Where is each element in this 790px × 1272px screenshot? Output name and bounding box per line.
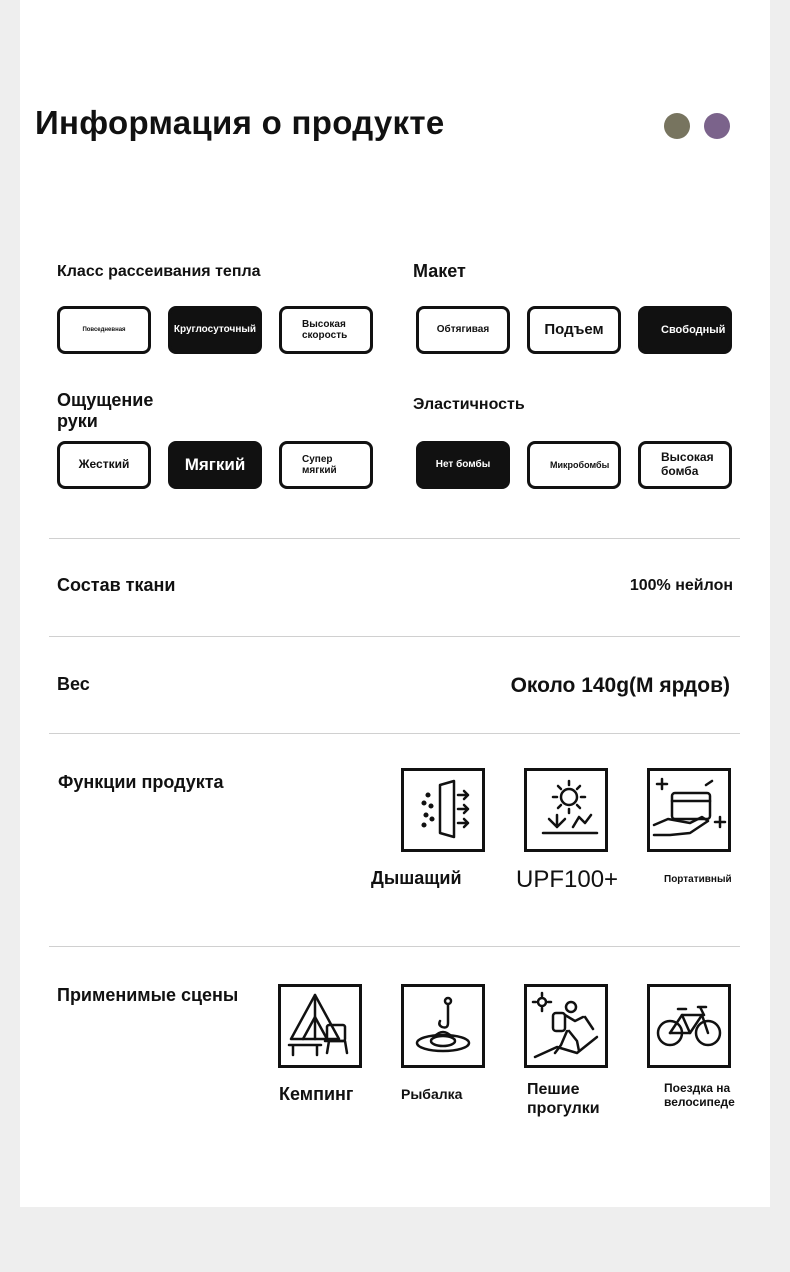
sun-upf-icon: [524, 768, 608, 852]
divider: [49, 636, 740, 637]
fishing-icon: [401, 984, 485, 1068]
layout-label: Макет: [413, 261, 466, 281]
heat-option-high-speed[interactable]: Высокая скорость: [279, 306, 373, 354]
weight-value: Около 140g(M ярдов): [510, 674, 730, 697]
bicycle-icon: [647, 984, 731, 1068]
page-title: Информация о продукте: [35, 104, 445, 141]
portable-icon: [647, 768, 731, 852]
hiking-icon: [524, 984, 608, 1068]
hand-option-super-soft[interactable]: Супер мягкий: [279, 441, 373, 489]
elasticity-option-micro[interactable]: Микробомбы: [527, 441, 621, 489]
divider: [49, 733, 740, 734]
heat-option-daily[interactable]: Повседневная: [57, 306, 151, 354]
scene-caption-hiking: Пешие прогулки: [527, 1081, 600, 1118]
fabric-value: 100% нейлон: [629, 577, 733, 594]
hand-option-soft[interactable]: Мягкий: [168, 441, 262, 489]
scene-caption-cycling: Поездка на велосипеде: [664, 1081, 735, 1110]
elasticity-label: Эластичность: [413, 396, 525, 413]
divider: [49, 946, 740, 947]
function-caption-breathable: Дышащий: [371, 868, 462, 888]
fabric-label: Состав ткани: [57, 575, 176, 595]
weight-label: Вес: [57, 674, 90, 694]
scenes-label: Применимые сцены: [57, 985, 239, 1005]
layout-option-loose[interactable]: Свободный: [638, 306, 732, 354]
color-swatch-olive[interactable]: [664, 113, 690, 139]
breathable-icon: [401, 768, 485, 852]
scene-caption-fishing: Рыбалка: [401, 1086, 463, 1102]
hand-option-hard[interactable]: Жесткий: [57, 441, 151, 489]
layout-option-tight[interactable]: Обтягивая: [416, 306, 510, 354]
divider: [49, 538, 740, 539]
function-caption-portable: Портативный: [664, 874, 732, 885]
elasticity-option-none[interactable]: Нет бомбы: [416, 441, 510, 489]
camping-icon: [278, 984, 362, 1068]
functions-label: Функции продукта: [58, 772, 224, 792]
heat-option-round-the-clock[interactable]: Круглосуточный: [168, 306, 262, 354]
color-swatch-purple[interactable]: [704, 113, 730, 139]
hand-feel-label: Ощущение руки: [57, 390, 154, 431]
function-caption-upf: UPF100+: [516, 866, 619, 893]
scene-caption-camping: Кемпинг: [279, 1084, 354, 1104]
heat-class-label: Класс рассеивания тепла: [57, 263, 261, 280]
elasticity-option-high[interactable]: Высокая бомба: [638, 441, 732, 489]
layout-option-lift[interactable]: Подъем: [527, 306, 621, 354]
